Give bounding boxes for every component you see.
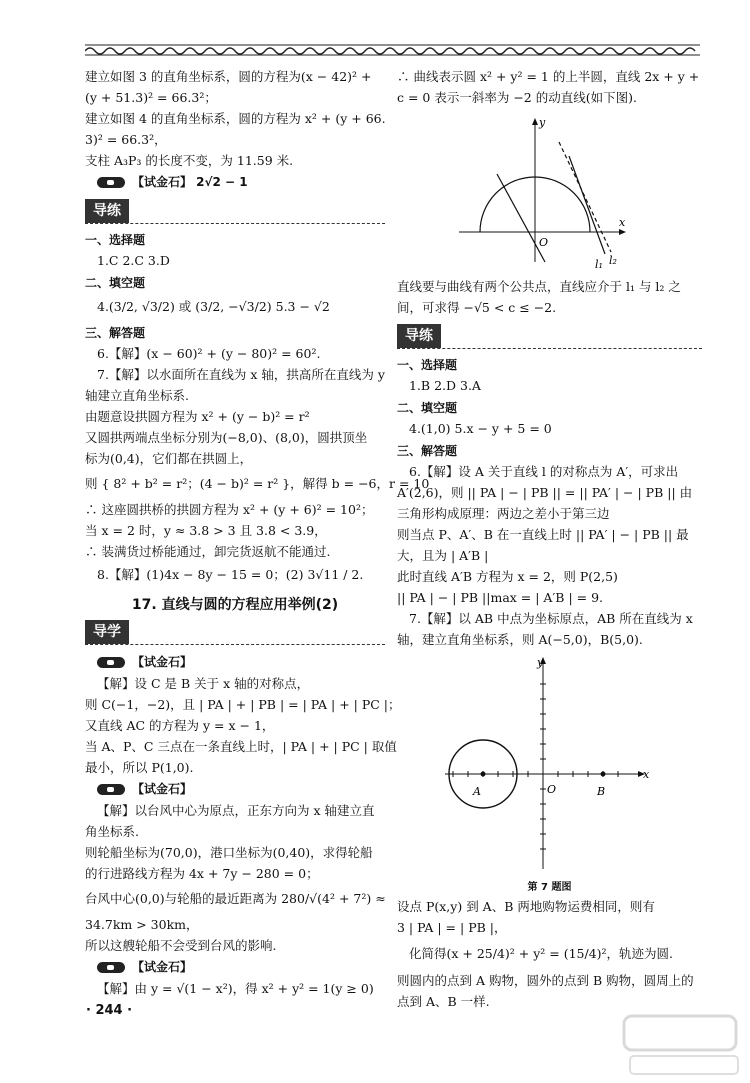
- x-axis-label: x: [619, 216, 626, 229]
- section-heading: 二、填空题: [85, 276, 146, 290]
- text-line: 点到 A、B 一样.: [397, 994, 490, 1009]
- text-line: 3)² = 66.3²，: [85, 132, 167, 147]
- text-line: 3 | PA | = | PB |，: [397, 920, 507, 935]
- answer-line: 4.(3/2, √3/2) 或 (3/2, −√3/2) 5.3 − √2: [97, 299, 330, 314]
- badge-icon: [97, 784, 125, 795]
- text-line: 间，可求得 −√5 < c ≤ −2.: [397, 300, 557, 315]
- y-axis-arrow: [532, 118, 538, 125]
- line-l1: [569, 156, 605, 254]
- text-line: 则圆内的点到 A 购物，圆外的点到 B 购物，圆周上的: [397, 973, 694, 988]
- text-line: (y + 51.3)² = 66.3²；: [85, 90, 217, 105]
- text-line: 此时直线 A′B 方程为 x = 2，则 P(2,5): [397, 569, 618, 584]
- line-through-arc: [497, 174, 545, 262]
- text-line: 大，且为 | A′B |: [397, 548, 489, 563]
- section-title-17: 17. 直线与圆的方程应用举例(2): [131, 597, 339, 613]
- text-line: 【解】以台风中心为原点，正东方向为 x 轴建立直: [97, 803, 375, 818]
- text-line: 标为(0,4)，它们都在拱圆上，: [85, 451, 253, 466]
- text-line: 当 A、P、C 三点在一条直线上时，| PA | + | PC | 取值: [85, 739, 397, 754]
- text-line: ∴ 装满货过桥能通过，卸完货返航不能通过.: [85, 544, 331, 559]
- text-line: ∴ 这座圆拱桥的拱圆方程为 x² + (y + 6)² = 10²；: [85, 502, 374, 517]
- text-line: 则当点 P、A′、B 在一直线上时 || PA′ | − | PB || 最: [397, 527, 689, 542]
- shijinshi-label: 【试金石】: [131, 960, 192, 974]
- line-l2-dashed: [559, 142, 611, 252]
- text-line: 建立如图 3 的直角坐标系，圆的方程为(x − 42)² +: [85, 69, 372, 84]
- text-line: 台风中心(0,0)与轮船的最近距离为 280/√(4² + 7²) ≈: [85, 891, 386, 906]
- x-axis-label: x: [643, 768, 650, 781]
- right-column: [397, 66, 702, 1012]
- text-line: 的行进路线方程为 4x + 7y − 280 = 0；: [85, 866, 319, 881]
- section-heading: 三、解答题: [85, 326, 146, 340]
- text-line: c = 0 表示一斜率为 −2 的动直线(如下图).: [397, 90, 637, 105]
- x-axis-arrow: [619, 229, 626, 235]
- section-tag: 导学: [85, 620, 129, 644]
- shijinshi-row: [85, 171, 385, 193]
- shijinshi-row: [85, 651, 385, 673]
- text-line: 【解】由 y = √(1 − x²)，得 x² + y² = 1(y ≥ 0): [97, 981, 374, 996]
- semicircle-lines-figure: [397, 112, 697, 272]
- text-line: 当 x = 2 时，y ≈ 3.8 > 3 且 3.8 < 3.9，: [85, 523, 327, 538]
- shijinshi-answer: 【试金石】 2√2 − 1: [131, 175, 248, 189]
- y-axis-label: y: [537, 656, 544, 669]
- l1-label: l₁: [595, 258, 603, 271]
- text-line: 则轮船坐标为(70,0)，港口坐标为(0,40)，求得轮船: [85, 845, 373, 860]
- text-line: 建立如图 4 的直角坐标系，圆的方程为 x² + (y + 66.: [85, 111, 386, 126]
- text-line: 则 { 8² + b² = r²；(4 − b)² = r² }，解得 b = −6，r = 10: [85, 476, 430, 491]
- answer-line: 1.B 2.D 3.A: [409, 378, 481, 393]
- badge-icon: [97, 962, 125, 973]
- text-line: 又圆拱两端点坐标分别为(−8,0)、(8,0)，圆拱顶坐: [85, 430, 368, 445]
- section-banner-daoxue: [85, 620, 385, 645]
- y-axis-label: y: [539, 116, 546, 129]
- text-line: 轴，建立直角坐标系，则 A(−5,0)，B(5,0).: [397, 632, 643, 647]
- text-line: 直线要与曲线有两个公共点，直线应介于 l₁ 与 l₂ 之: [397, 279, 681, 294]
- shijinshi-label: 【试金石】: [131, 655, 192, 669]
- text-line: 34.7km > 30km，: [85, 917, 199, 932]
- text-line: A′(2,6)，则 || PA | − | PB || = || PA′ | − | PB || 由: [397, 485, 693, 500]
- text-line: 设点 P(x,y) 到 A、B 两地购物运费相同，则有: [397, 899, 655, 914]
- section-banner-daolian: [397, 324, 702, 349]
- text-line: 最小，所以 P(1,0).: [85, 760, 194, 775]
- section-tag: 导练: [397, 324, 441, 348]
- shijinshi-row: [85, 778, 385, 800]
- text-line: 三角形构成原理：两边之差小于第三边: [397, 506, 610, 521]
- point-b-label: B: [597, 785, 606, 798]
- shijinshi-row: [85, 956, 385, 978]
- answer-line: 4.(1,0) 5.x − y + 5 = 0: [409, 421, 552, 436]
- figure-caption: 第 7 题图: [527, 882, 572, 893]
- text-line: 7.【解】以 AB 中点为坐标原点，AB 所在直线为 x: [409, 611, 693, 626]
- text-line: 所以这艘轮船不会受到台风的影响.: [85, 938, 277, 953]
- badge-icon: [97, 657, 125, 668]
- badge-icon: [97, 177, 125, 188]
- decorative-top-border: [85, 44, 700, 56]
- text-line: 6.【解】设 A 关于直线 l 的对称点为 A′，可求出: [409, 464, 679, 479]
- text-line: ∴ 曲线表示圆 x² + y² = 1 的上半圆，直线 2x + y +: [397, 69, 700, 84]
- origin-label: O: [547, 783, 557, 796]
- text-line: 则 C(−1，−2)，且 | PA | + | PB | = | PA | + | PC |；: [85, 697, 401, 712]
- section-heading: 二、填空题: [397, 401, 458, 415]
- section-banner-daolian: [85, 199, 385, 224]
- section-heading: 三、解答题: [397, 444, 458, 458]
- origin-label: O: [539, 236, 549, 249]
- point-b: [601, 772, 606, 777]
- page-number: · 244 ·: [86, 1003, 133, 1018]
- answer-line: 1.C 2.C 3.D: [97, 253, 170, 268]
- text-line: 支柱 A₃P₃ 的长度不变，为 11.59 米.: [85, 153, 294, 168]
- section-heading: 一、选择题: [85, 233, 146, 247]
- section-heading: 一、选择题: [397, 358, 458, 372]
- text-line: 又直线 AC 的方程为 y = x − 1，: [85, 718, 275, 733]
- text-line: 【解】设 C 是 B 关于 x 轴的对称点，: [97, 676, 310, 691]
- point-a-label: A: [473, 785, 481, 798]
- text-line: 6.【解】(x − 60)² + (y − 80)² = 60².: [97, 346, 321, 361]
- text-line: || PA | − | PB ||max = | A′B | = 9.: [397, 590, 604, 605]
- shijinshi-label: 【试金石】: [131, 782, 192, 796]
- point-a: [481, 772, 486, 777]
- text-line: 化简得(x + 25/4)² + y² = (15/4)²，轨迹为圆.: [409, 946, 674, 961]
- text-line: 角坐标系.: [85, 824, 139, 839]
- text-line: 由题意设拱圆方程为 x² + (y − b)² = r²: [85, 409, 310, 424]
- circle-ab-figure: [397, 654, 697, 876]
- l2-label: l₂: [609, 254, 617, 267]
- text-line: 7.【解】以水面所在直线为 x 轴，拱高所在直线为 y: [97, 367, 385, 382]
- section-tag: 导练: [85, 199, 129, 223]
- text-line: 轴建立直角坐标系.: [85, 388, 189, 403]
- watermark-logo: [620, 1010, 745, 1078]
- left-column: [85, 66, 430, 999]
- text-line: 8.【解】(1)4x − 8y − 15 = 0；(2) 3√11 / 2.: [97, 567, 364, 582]
